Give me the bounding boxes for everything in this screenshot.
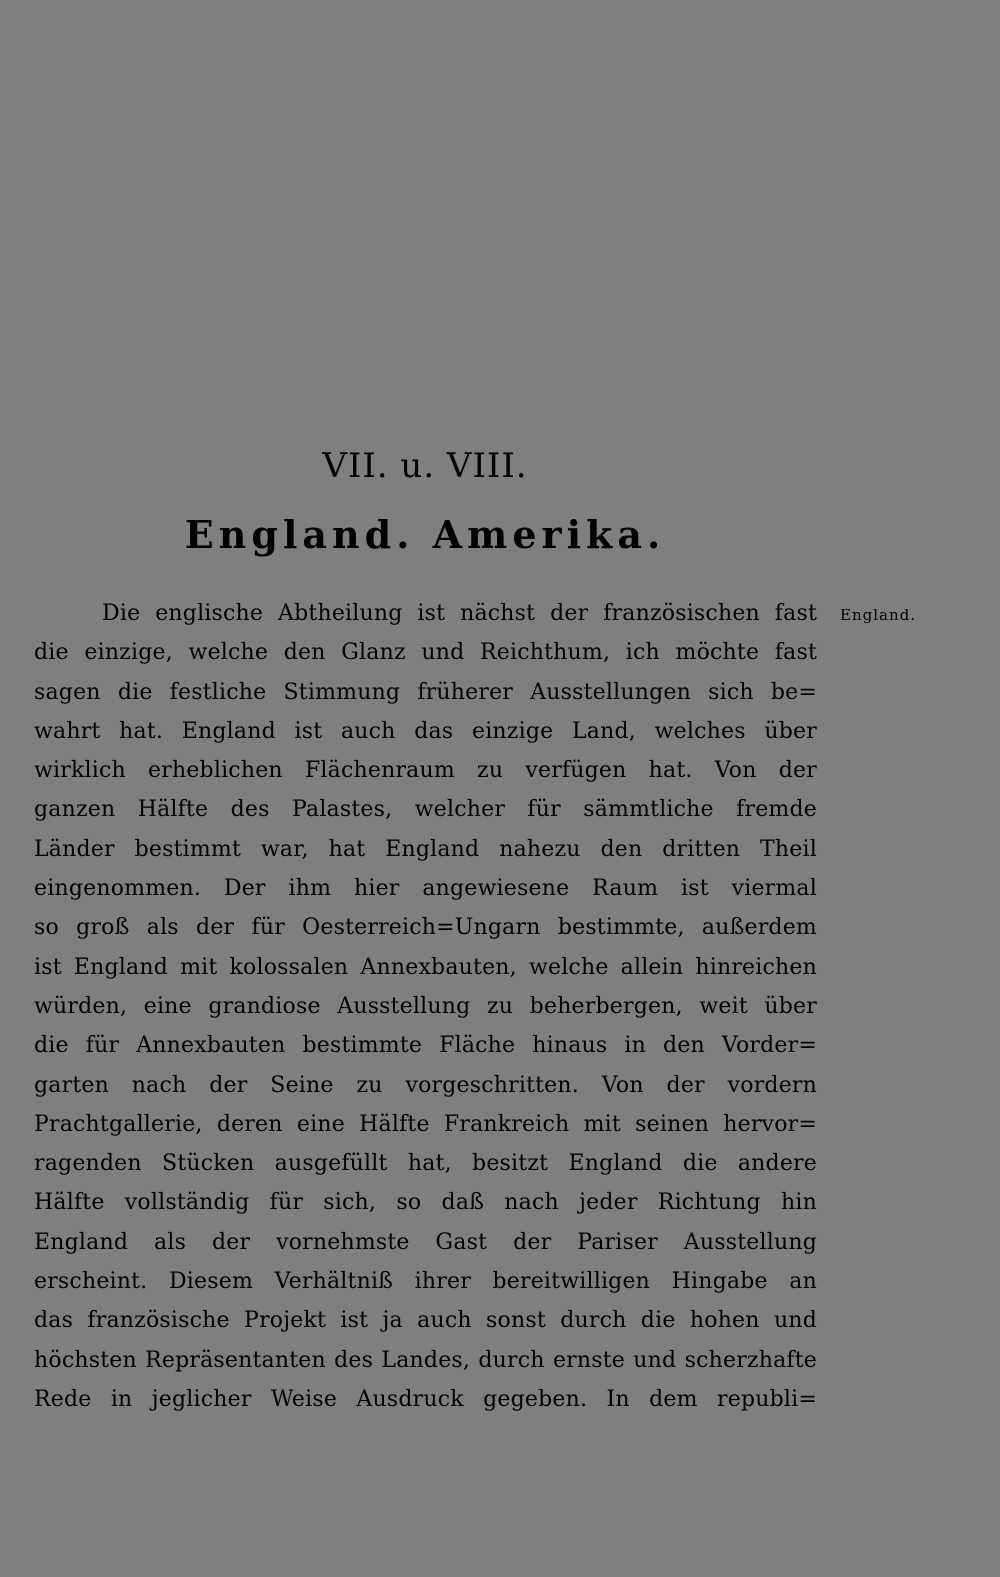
text-line: ist England mit kolossalen Annexbauten, welche allein hinreichen [34,954,817,980]
text-line: Hälfte vollständig für sich, so daß nach jeder Richtung hin [34,1190,817,1216]
text-line: das französische Projekt ist ja auch sonst durch die hohen und [34,1308,817,1334]
text-line: Prachtgallerie, deren eine Hälfte Frankreich mit seinen hervor= [34,1111,817,1137]
text-line: erscheint. Diesem Verhältniß ihrer bereitwilligen Hingabe an [34,1269,817,1295]
text-line: so groß als der für Oesterreich=Ungarn bestimmte, außerdem [34,915,817,941]
margin-note: England. [840,606,916,624]
chapter-number: VII. u. VIII. [322,446,528,486]
text-line: die für Annexbauten bestimmte Fläche hinaus in den Vorder= [34,1033,817,1059]
text-line: sagen die festliche Stimmung früherer Ausstellungen sich be= [34,679,817,705]
text-line: England als der vornehmste Gast der Pariser Ausstellung [34,1229,817,1255]
text-line: wahrt hat. England ist auch das einzige Land, welches über [34,718,817,744]
text-line: ragenden Stücken ausgefüllt hat, besitzt England die andere [34,1151,817,1177]
text-line: würden, eine grandiose Ausstellung zu beherbergen, weit über [34,993,817,1019]
text-line: wirklich erheblichen Flächenraum zu verfügen hat. Von der [34,758,817,784]
text-line: eingenommen. Der ihm hier angewiesene Raum ist viermal [34,876,817,902]
chapter-title: England. Amerika. [184,512,666,557]
text-line: höchsten Repräsentanten des Landes, durch ernste und scherzhafte [34,1347,817,1373]
text-line: Die englische Abtheilung ist nächst der französischen fast [102,601,817,626]
text-line: die einzige, welche den Glanz und Reichthum, ich möchte fast [34,640,817,666]
text-line: garten nach der Seine zu vorgeschritten. Von der vordern [34,1072,817,1098]
body-paragraph [34,594,817,1419]
text-line: Rede in jeglicher Weise Ausdruck gegeben. In dem republi= [34,1386,817,1412]
text-line: Länder bestimmt war, hat England nahezu den dritten Theil [34,836,817,862]
text-line: ganzen Hälfte des Palastes, welcher für sämmtliche fremde [34,797,817,823]
